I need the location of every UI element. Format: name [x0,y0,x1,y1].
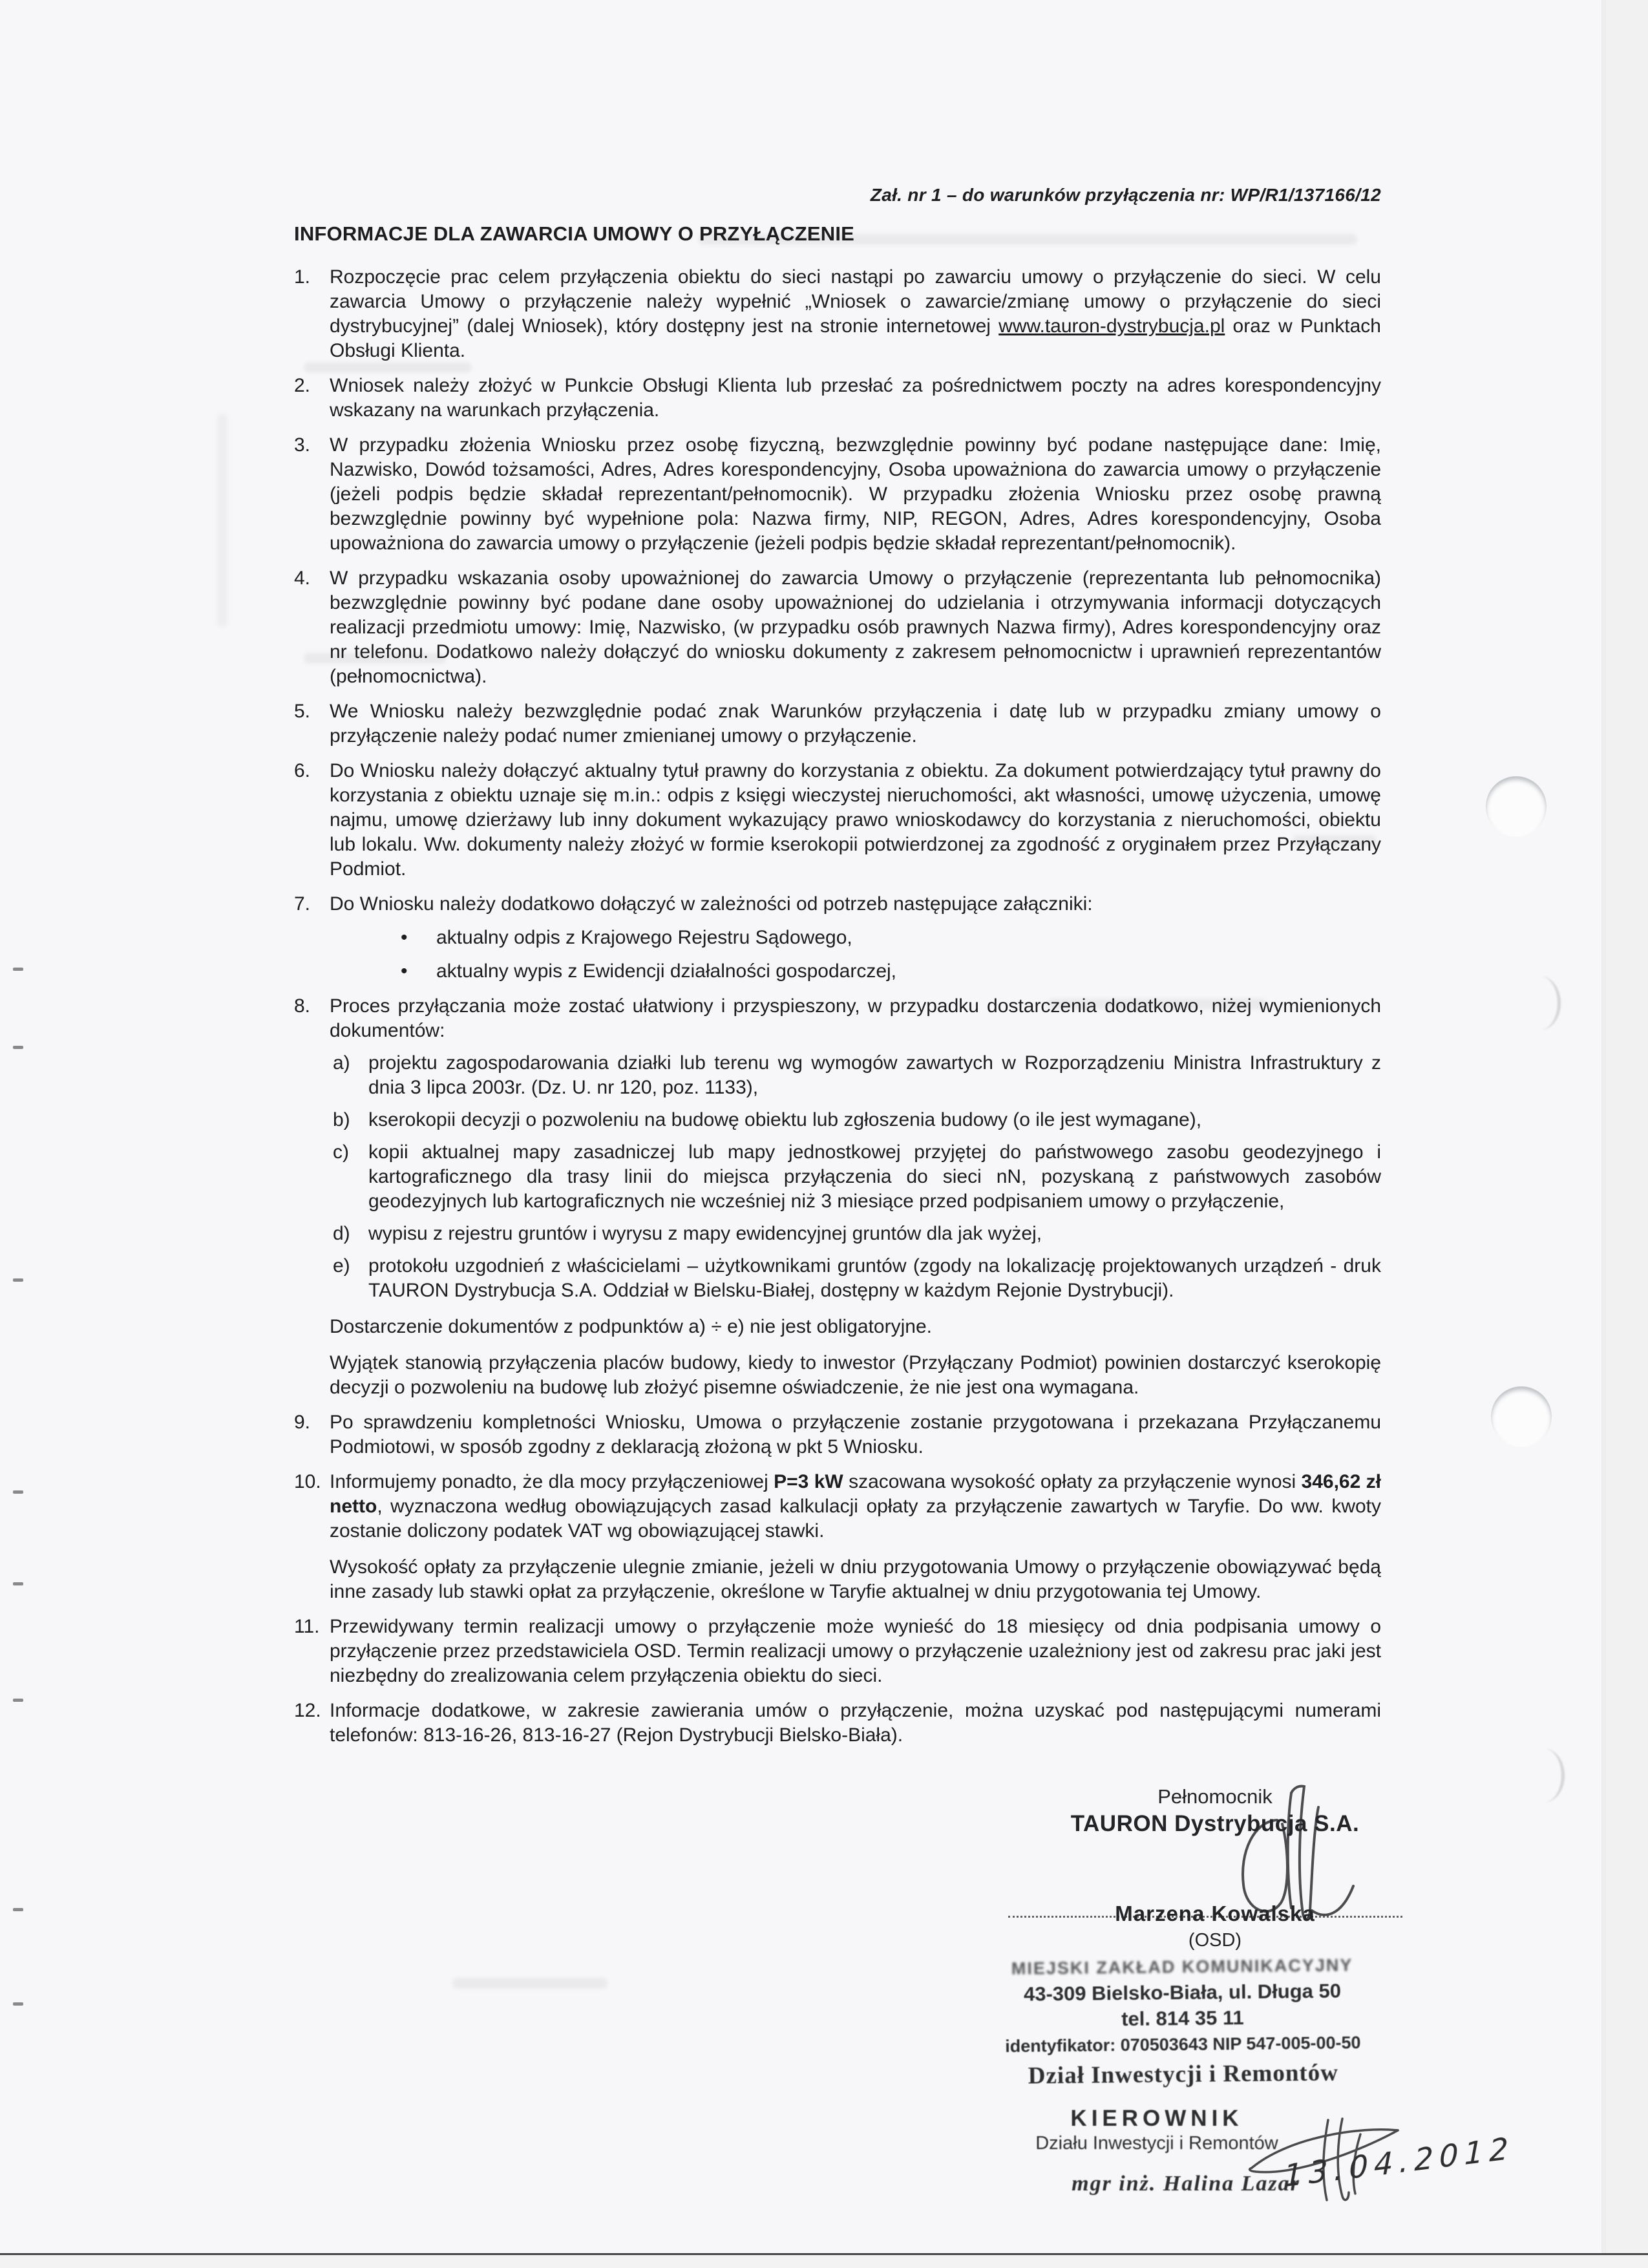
bullet-icon: • [401,927,408,948]
sub-item-d [333,1222,1381,1246]
sub-item-marker: c) [333,1141,349,1163]
company-stamp [898,1954,1468,2091]
stamp-address: 43-309 Bielsko-Biała, ul. Długa 50 [1023,1979,1342,2006]
margin-mark [13,1490,23,1494]
item-text: W przypadku wskazania osoby upoważnionej do zawarcia Umowy o przyłączenie (reprezentanta lub pełnomocnika) bezwzględnie powinny być podane dane osoby upoważnionej do udzielania i otrzymywania informacji dotyczących realizacji przedmiotu umowy: Imię, Nazwisko, (w przypadku osób prawnych Nazwa firmy), Adres korespondencyjny oraz nr telefonu. Dodatkowo należy dołączyć do wniosku dokumenty z zakresem pełnomocnictw i uprawnień reprezentantów (pełnomocnictwa). [330,567,1381,687]
list-item-1 [294,265,1381,363]
sub-item-b [333,1108,1381,1132]
item-text: Informacje dodatkowe, w zakresie zawierania umów o przyłączenie, można uzyskać pod następującymi numerami telefonów: 813-16-26, 813-16-27 (Rejon Dystrybucji Bielsko-Biała). [330,1700,1381,1746]
item-number: 11. [294,1616,320,1637]
hole-punch [1486,776,1547,837]
item-text: W przypadku złożenia Wniosku przez osobę fizyczną, bezwzględnie powinny być podane następujące dane: Imię, Nazwisko, Dowód tożsamości, Adres, Adres korespondencyjny, Osoba upoważniona do zawarcia umowy o przyłączenie (jeżeli podpis będzie składał reprezentant/pełnomocnik). W przypadku złożenia Wniosku przez osobę prawną bezwzględnie powinny być wypełnione pola: Nazwa firmy, NIP, REGON, Adres, Adres korespondencyjny, Osoba upoważniona do zawarcia umowy o przyłączenie (jeżeli podpis będzie składał reprezentant/pełnomocnik). [330,434,1381,554]
margin-mark [13,1908,23,1911]
website-url: www.tauron-dystrybucja.pl [998,315,1225,337]
sub-item-c [333,1140,1381,1214]
item-number: 4. [294,567,311,589]
item-text-segment: Informujemy ponadto, że dla mocy przyłączeniowej [330,1471,774,1492]
item-number: 10. [294,1471,321,1492]
margin-mark [13,1582,23,1585]
sub-item-e [333,1254,1381,1303]
bleedthrough-smudge [452,1978,607,1989]
list-item-9 [294,1410,1381,1459]
bullet-icon: • [401,960,408,982]
stamp-ids: identyfikator: 070503643 NIP 547-005-00-50 [1005,2033,1361,2056]
signatory-role: Pełnomocnik [1157,1785,1273,1808]
item-number: 2. [294,375,311,396]
bleedthrough-arc [1519,976,1561,1030]
list-item-10 [294,1470,1381,1604]
list-item-8 [294,994,1381,1400]
sub-item-text: protokołu uzgodnień z właścicielami – użytkownikami gruntów (zgody na lokalizację projektowanych urządzeń - druk TAURON Dystrybucja S.A. Oddział w Bielsku-Białej, dostępny w każdym Rejonie Dystrybucji). [368,1255,1381,1301]
list-item-3 [294,433,1381,556]
note-paragraph: Wysokość opłaty za przyłączenie ulegnie zmianie, jeżeli w dniu przygotowania Umowy o przyłączenie obowiązywać będą inne zasady lub stawki opłat za przyłączenie, określone w Taryfie aktualnej w dniu przygotowania tej Umowy. [330,1556,1381,1602]
sub-item-marker: a) [333,1052,350,1074]
stamp-company-name: MIEJSKI ZAKŁAD KOMUNIKACYJNY [1011,1955,1353,1978]
list-item-6 [294,759,1381,882]
company-name: TAURON Dystrybucja S.A. [1070,1811,1360,1836]
margin-mark [13,2002,23,2006]
sub-item-text: wypisu z rejestru gruntów i wyrysu z mapy ewidencyjnej gruntów dla jak wyżej, [368,1223,1042,1244]
sub-item-marker: b) [333,1109,350,1130]
signatory-name: Marzena Kowalska [1115,1902,1315,1925]
connection-power-value: P=3 kW [774,1471,843,1492]
note-paragraph: Wyjątek stanowią przyłączenia placów budowy, kiedy to inwestor (Przyłączany Podmiot) powinien dostarczyć kserokopię decyzji o pozwoleniu na budowę lub złożyć pisemne oświadczenie, że nie jest ona wymagana. [330,1352,1381,1398]
bullet-item [401,959,1381,984]
sub-item-marker: e) [333,1255,350,1277]
item-text: Przewidywany termin realizacji umowy o przyłączenie może wynieść do 18 miesięcy od dnia podpisania umowy o przyłączenie przez przedstawiciela OSD. Termin realizacji umowy o przyłączenie uzależniony jest od zakresu prac jaki jest niezbędny do zrealizowania celem przyłączenia obiektu do sieci. [330,1616,1381,1686]
list-item-7 [294,892,1381,984]
item-text: Do Wniosku należy dołączyć aktualny tytuł prawny do korzystania z obiektu. Za dokument potwierdzający tytuł prawny do korzystania z obiektu uznaje się m.in.: odpis z księgi wieczystej nieruchomości, akt własności, umowę użyczenia, umowę najmu, umowę dzierżawy lub inny dokument wykazujący prawo wnioskodawcy do korzystania z nieruchomości, obiektu lub lokalu. Ww. dokumenty należy złożyć w formie kserokopii potwierdzonej za zgodność z oryginałem przez Przyłączany Podmiot. [330,760,1381,880]
list-item-12 [294,1699,1381,1748]
margin-mark [13,1699,23,1702]
bleedthrough-arc [1523,1748,1565,1803]
stamp-manager-title: KIEROWNIK [1070,2106,1243,2131]
sub-item-marker: d) [333,1223,350,1244]
page-title: INFORMACJE DLA ZAWARCIA UMOWY O PRZYŁĄCZENIE [294,222,855,245]
margin-mark [13,968,23,971]
margin-mark [13,1046,23,1049]
item-text [330,265,1381,363]
item-text-segment: szacowana wysokość opłaty za przyłączenie wynosi [843,1471,1302,1492]
paper-edge-shadow [1601,0,1607,2268]
bullet-text: aktualny odpis z Krajowego Rejestru Sądowego, [436,927,852,948]
signatory-suffix: (OSD) [1188,1930,1242,1951]
bleedthrough-smudge [217,414,227,627]
list-item-11 [294,1615,1381,1688]
sub-item-text: projektu zagospodarowania działki lub terenu wg wymogów zawartych w Rozporządzeniu Ministra Infrastruktury z dnia 3 lipca 2003r. (Dz. U. nr 120, poz. 1133), [368,1052,1381,1098]
item-number: 9. [294,1412,311,1433]
signature-block [989,1785,1441,1951]
hole-punch [1491,1386,1552,1447]
item-text: Wniosek należy złożyć w Punkcie Obsługi Klienta lub przesłać za pośrednictwem poczty na adres korespondencyjny wskazany na warunkach przyłączenia. [330,375,1381,421]
item-number: 7. [294,893,311,915]
item-text [330,1470,1381,1604]
item-text [330,892,1381,984]
list-item-5 [294,699,1381,748]
item-number: 3. [294,434,311,456]
item-number: 5. [294,701,311,722]
item-number: 12. [294,1700,321,1721]
scan-bottom-strip [0,2255,1648,2268]
item-text [330,994,1381,1400]
margin-mark [13,1278,23,1282]
list-item-2 [294,374,1381,423]
sub-item-a [333,1051,1381,1100]
bullet-item [401,926,1381,950]
scanner-background-strip [1605,0,1648,2268]
fee-amount-value: 346,62 zł netto [330,1471,1381,1517]
sub-item-text: kopii aktualnej mapy zasadniczej lub mapy jednostkowej przyjętej do państwowego zasobu geodezyjnego i kartograficznego dla trasy linii do miejsca przyłączenia do sieci nN, pozyskaną z państwowych zasobów geodezyjnych lub kartograficznych nie wcześniej niż 3 miesiące przed podpisaniem umowy o przyłączenie, [368,1141,1381,1212]
item-text: Po sprawdzeniu kompletności Wniosku, Umowa o przyłączenie zostanie przygotowana i przekazana Przyłączanemu Podmiotowi, w sposób zgodny z deklaracją złożoną w pkt 5 Wniosku. [330,1412,1381,1457]
item-text-segment: oraz w Punktach Obsługi Klienta. [330,315,1381,361]
bullet-text: aktualny wypis z Ewidencji działalności gospodarczej, [436,960,897,982]
attachment-reference: Zał. nr 1 – do warunków przyłączenia nr: WP/R1/137166/12 [870,185,1381,205]
note-paragraph: Dostarczenie dokumentów z podpunktów a) ÷ e) nie jest obligatoryjne. [330,1316,932,1337]
sub-item-text: kserokopii decyzji o pozwoleniu na budowę obiektu lub zgłoszenia budowy (o ile jest wymagane), [368,1109,1202,1130]
item-text: We Wniosku należy bezwzględnie podać znak Warunków przyłączenia i datę lub w przypadku zmiany umowy o przyłączenie należy podać numer zmienianej umowy o przyłączenie. [330,701,1381,747]
document-body [294,185,1381,1758]
item-text-segment: , wyznaczona według obowiązujących zasad kalkulacji opłaty za przyłączenie zawartych w Taryfie. Do ww. kwoty zostanie doliczony podatek VAT wg obowiązującej stawki. [330,1496,1381,1542]
stamp-manager-person: mgr inż. Halina Lazar [1072,2172,1300,2196]
item-text-segment: Proces przyłączania może zostać ułatwiony i przyspieszony, w przypadku dostarczenia dodatkowo, niżej wymienionych dokumentów: [330,995,1381,1041]
stamp-manager-dept: Działu Inwestycji i Remontów [1035,2133,1278,2154]
item-number: 1. [294,266,311,288]
stamp-department: Dział Inwestycji i Remontów [1028,2059,1339,2090]
item-number: 8. [294,995,311,1017]
numbered-list [294,265,1381,1748]
list-item-4 [294,566,1381,689]
manager-stamp [950,2106,1364,2154]
stamp-phone: tel. 814 35 11 [1121,2006,1244,2030]
item-text-segment: Do Wniosku należy dodatkowo dołączyć w zależności od potrzeb następujące załączniki: [330,893,1093,915]
item-number: 6. [294,760,311,781]
handwritten-date: 13.04.2012 [1284,2130,1514,2195]
signatory-name-line [989,1902,1441,1926]
item-text-segment: Rozpoczęcie prac celem przyłączenia obiektu do sieci nastąpi po zawarciu umowy o przyłączenie do sieci. W celu zawarcia Umowy o przyłączenie należy wypełnić „Wniosek o zawarcie/zmianę umowy o przyłączenie do sieci dystrybucyjnej” (dalej Wniosek), który dostępny jest na stronie internetowej [330,266,1381,337]
